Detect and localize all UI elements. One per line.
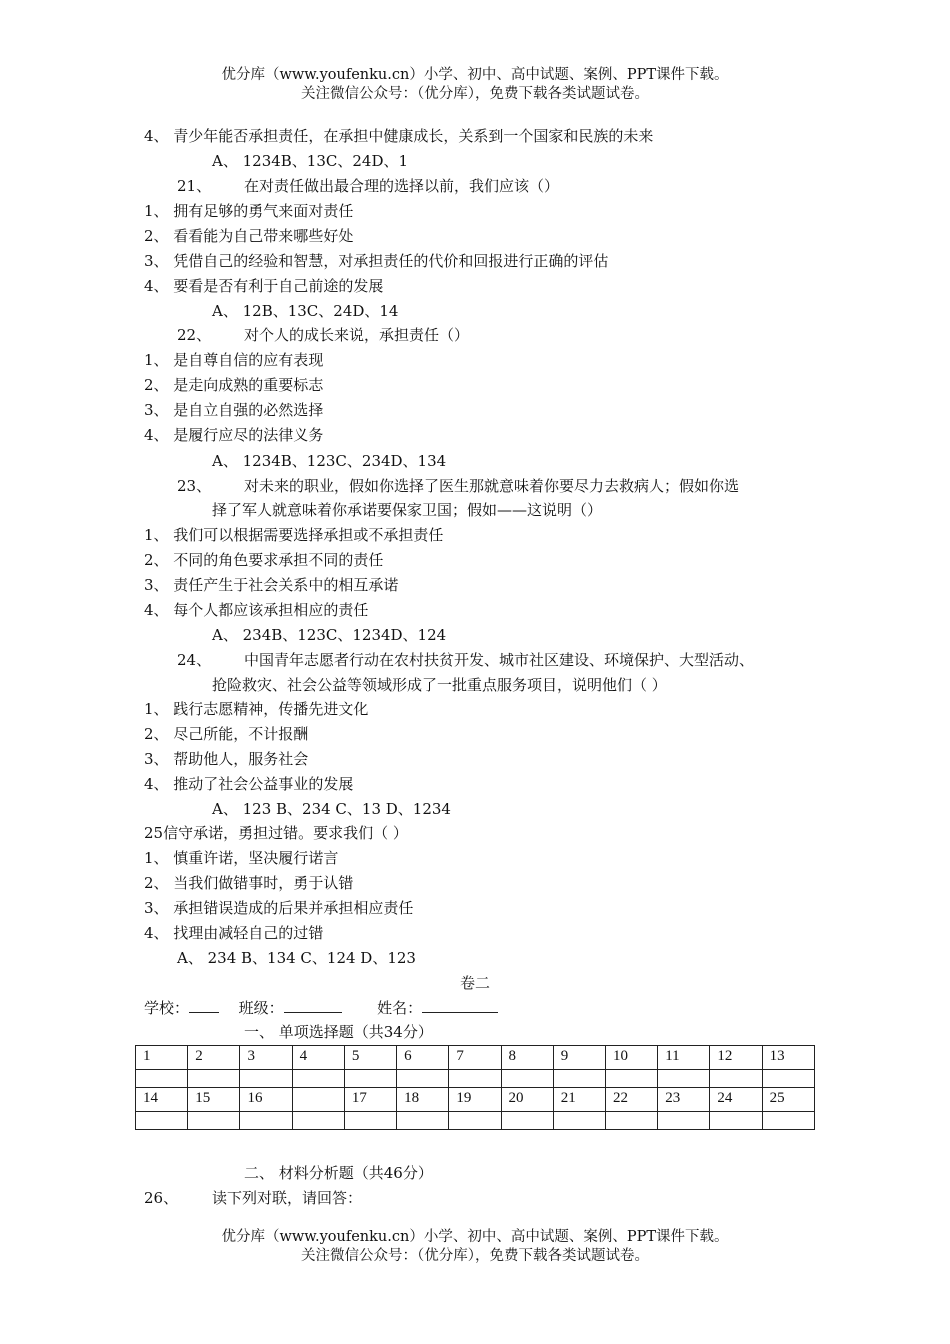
school-label: 学校： [144, 999, 190, 1017]
cell-q10: 10 [605, 1046, 657, 1070]
q23-answers: A、 234B、123C、1234D、124 [212, 626, 447, 644]
cell-empty [292, 1088, 344, 1112]
answer-cell[interactable] [710, 1070, 762, 1088]
answer-cell[interactable] [292, 1070, 344, 1088]
q23-option-4: 4、 每个人都应该承担相应的责任 [144, 601, 369, 619]
footer-line-1: 优分库（www.youfenku.cn）小学、初中、高中试题、案例、PPT课件下载。 [221, 1229, 729, 1245]
q22-answers: A、 1234B、123C、234D、134 [212, 452, 447, 470]
answer-table-number-row-1 [136, 1046, 815, 1070]
q25-option-4: 4、 找理由减轻自己的过错 [144, 924, 324, 942]
q25-option-2: 2、 当我们做错事时，勇于认错 [144, 874, 354, 892]
answer-cell[interactable] [658, 1112, 710, 1130]
answer-cell[interactable] [501, 1070, 553, 1088]
q24-option-4: 4、 推动了社会公益事业的发展 [144, 775, 354, 793]
answer-table-number-row-2 [136, 1088, 815, 1112]
cell-q24: 24 [710, 1088, 762, 1112]
answer-cell[interactable] [344, 1070, 396, 1088]
cell-q9: 9 [553, 1046, 605, 1070]
q23-stem: 对未来的职业，假如你选择了医生那就意味着你要尽力去救病人；假如你选 [244, 477, 740, 495]
q24-stem-continued: 抢险救灾、社会公益等领域形成了一批重点服务项目，说明他们（ ） [212, 676, 667, 694]
q22-option-3: 3、 是自立自强的必然选择 [144, 401, 324, 419]
answer-table-answer-row-1 [136, 1070, 815, 1088]
cell-q18: 18 [397, 1088, 449, 1112]
q24-option-2: 2、 尽己所能，不计报酬 [144, 725, 309, 743]
q26-number: 26、 [144, 1189, 179, 1207]
q25-answers: A、 234 B、134 C、124 D、123 [177, 949, 416, 967]
q22-option-2: 2、 是走向成熟的重要标志 [144, 376, 324, 394]
answer-cell[interactable] [136, 1070, 188, 1088]
q26-text: 读下列对联，请回答： [212, 1189, 363, 1207]
cell-q16: 16 [240, 1088, 292, 1112]
answer-cell[interactable] [762, 1070, 814, 1088]
cell-q21: 21 [553, 1088, 605, 1112]
page-footer [0, 1228, 950, 1266]
answer-cell[interactable] [553, 1070, 605, 1088]
page-header [0, 66, 950, 104]
answer-cell[interactable] [605, 1112, 657, 1130]
q23-number: 23、 [177, 477, 212, 495]
q21-option-1: 1、 拥有足够的勇气来面对责任 [144, 202, 354, 220]
answer-cell[interactable] [553, 1112, 605, 1130]
answer-cell[interactable] [449, 1070, 501, 1088]
answer-cell[interactable] [292, 1112, 344, 1130]
cell-q19: 19 [449, 1088, 501, 1112]
answer-cell[interactable] [188, 1112, 240, 1130]
answer-cell[interactable] [344, 1112, 396, 1130]
q20-answers: A、 1234B、13C、24D、1 [212, 152, 409, 170]
cell-q17: 17 [344, 1088, 396, 1112]
q24-option-3: 3、 帮助他人，服务社会 [144, 750, 309, 768]
q21-option-4: 4、 要看是否有利于自己前途的发展 [144, 277, 384, 295]
q21-number: 21、 [177, 177, 212, 195]
cell-q1: 1 [136, 1046, 188, 1070]
cell-q20: 20 [501, 1088, 553, 1112]
answer-cell[interactable] [658, 1070, 710, 1088]
q24-number: 24、 [177, 651, 212, 669]
cell-q5: 5 [344, 1046, 396, 1070]
answer-cell[interactable] [605, 1070, 657, 1088]
q23-option-2: 2、 不同的角色要求承担不同的责任 [144, 551, 384, 569]
cell-q14: 14 [136, 1088, 188, 1112]
answer-cell[interactable] [449, 1112, 501, 1130]
cell-q8: 8 [501, 1046, 553, 1070]
answer-table-answer-row-2 [136, 1112, 815, 1130]
q22-stem: 对个人的成长来说，承担责任（） [244, 326, 470, 344]
q22-number: 22、 [177, 326, 212, 344]
q25-option-1: 1、 慎重许诺，坚决履行诺言 [144, 849, 339, 867]
class-blank[interactable] [284, 998, 342, 1013]
q23-option-3: 3、 责任产生于社会关系中的相互承诺 [144, 576, 399, 594]
header-line-2: 关注微信公众号：（优分库），免费下载各类试题试卷。 [301, 86, 649, 102]
name-label: 姓名： [377, 999, 423, 1017]
answer-cell[interactable] [501, 1112, 553, 1130]
cell-q25: 25 [762, 1088, 814, 1112]
answer-cell[interactable] [240, 1112, 292, 1130]
cell-q11: 11 [658, 1046, 710, 1070]
answer-cell[interactable] [710, 1112, 762, 1130]
answer-cell[interactable] [397, 1112, 449, 1130]
answer-cell[interactable] [762, 1112, 814, 1130]
q25-option-3: 3、 承担错误造成的后果并承担相应责任 [144, 899, 414, 917]
q24-stem: 中国青年志愿者行动在农村扶贫开发、城市社区建设、环境保护、大型活动、 [244, 651, 755, 669]
q21-stem: 在对责任做出最合理的选择以前，我们应该（） [244, 177, 560, 195]
answer-table [135, 1045, 815, 1130]
answer-cell[interactable] [188, 1070, 240, 1088]
class-label: 班级： [238, 999, 284, 1017]
cell-q22: 22 [605, 1088, 657, 1112]
header-line-1: 优分库（www.youfenku.cn）小学、初中、高中试题、案例、PPT课件下载。 [221, 67, 729, 83]
q21-option-2: 2、 看看能为自己带来哪些好处 [144, 227, 354, 245]
footer-line-2: 关注微信公众号：（优分库），免费下载各类试题试卷。 [301, 1248, 649, 1264]
q20-item-4: 4、 青少年能否承担责任，在承担中健康成长，关系到一个国家和民族的未来 [144, 127, 654, 145]
answer-cell[interactable] [240, 1070, 292, 1088]
cell-q2: 2 [188, 1046, 240, 1070]
q21-answers: A、 12B、13C、24D、14 [212, 302, 399, 320]
cell-q6: 6 [397, 1046, 449, 1070]
q24-option-1: 1、 践行志愿精神，传播先进文化 [144, 700, 369, 718]
q22-option-4: 4、 是履行应尽的法律义务 [144, 426, 324, 444]
q24-answers: A、 123 B、234 C、13 D、1234 [212, 800, 451, 818]
q23-stem-continued: 择了军人就意味着你承诺要保家卫国；假如——这说明（） [212, 501, 603, 519]
part-two-title: 卷二 [459, 974, 490, 992]
section-material-analysis: 二、 材料分析题（共46分） [244, 1164, 433, 1182]
cell-q23: 23 [658, 1088, 710, 1112]
q23-option-1: 1、 我们可以根据需要选择承担或不承担责任 [144, 526, 444, 544]
name-blank[interactable] [422, 998, 498, 1013]
cell-q12: 12 [710, 1046, 762, 1070]
cell-q13: 13 [762, 1046, 814, 1070]
q25-stem: 25信守承诺，勇担过错。要求我们（ ） [144, 824, 408, 842]
cell-q3: 3 [240, 1046, 292, 1070]
cell-q15: 15 [188, 1088, 240, 1112]
cell-q4: 4 [292, 1046, 344, 1070]
answer-cell[interactable] [136, 1112, 188, 1130]
cell-q7: 7 [449, 1046, 501, 1070]
school-blank[interactable] [189, 998, 219, 1013]
q21-option-3: 3、 凭借自己的经验和智慧，对承担责任的代价和回报进行正确的评估 [144, 252, 609, 270]
student-info [144, 998, 498, 1018]
section-single-choice: 一、 单项选择题（共34分） [244, 1023, 433, 1041]
q22-option-1: 1、 是自尊自信的应有表现 [144, 351, 324, 369]
answer-cell[interactable] [397, 1070, 449, 1088]
